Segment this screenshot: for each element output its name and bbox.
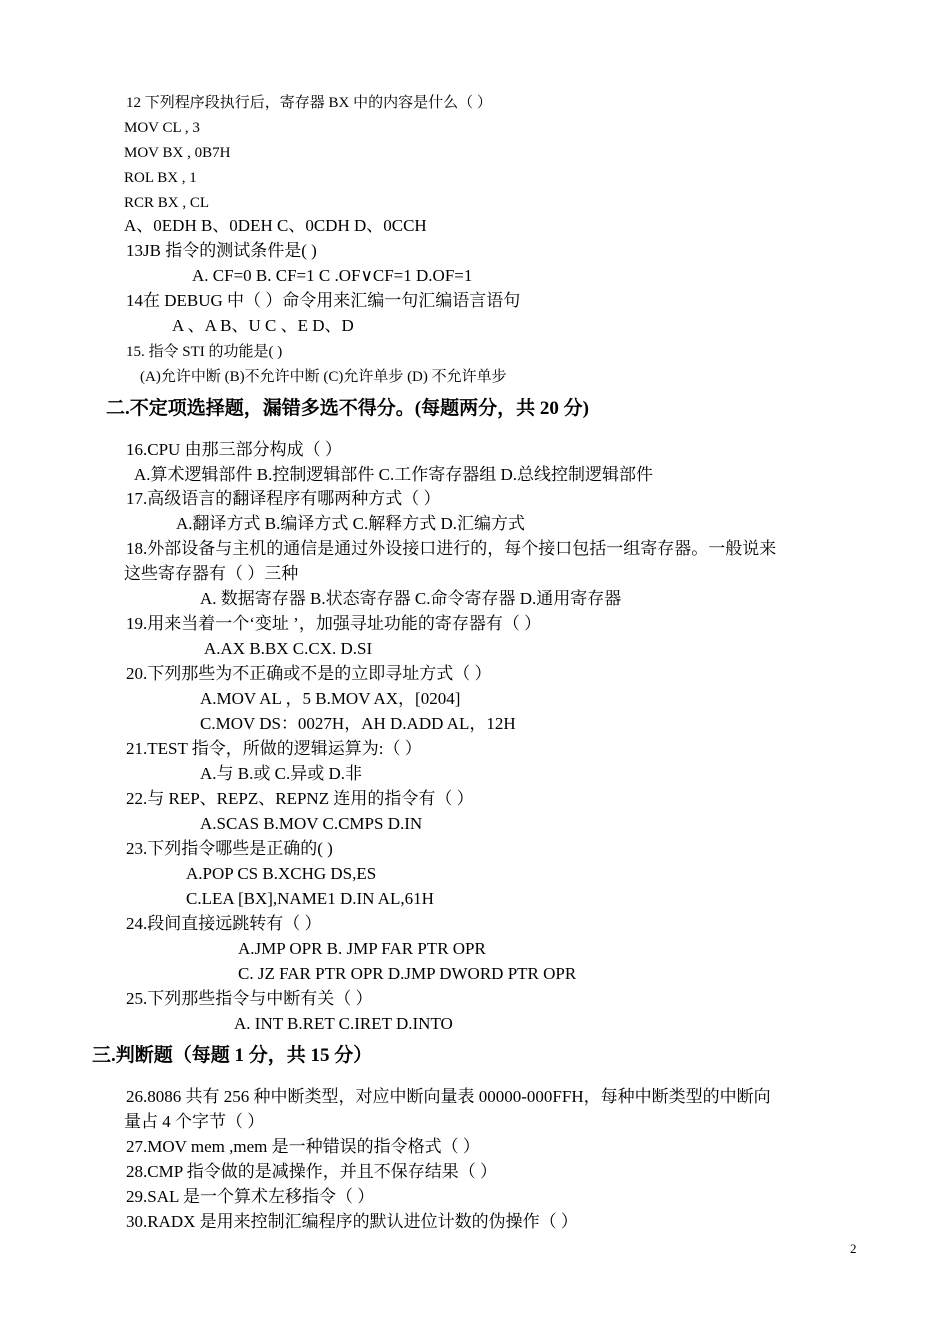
options-21: A.与 B.或 C.异或 D.非 (200, 764, 362, 783)
question-19: 19.用来当着一个‘变址 ’，加强寻址功能的寄存器有（ ） (126, 614, 542, 633)
question-16: 16.CPU 由那三部分构成（ ） (126, 440, 342, 459)
options-13: A. CF=0 B. CF=1 C .OF∨CF=1 D.OF=1 (192, 266, 473, 285)
question-26: 26.8086 共有 256 种中断类型，对应中断向量表 00000-000FFH，每种中断类型的中断向 (126, 1087, 771, 1106)
code-line: ROL BX , 1 (124, 170, 197, 186)
options-17: A.翻译方式 B.编译方式 C.解释方式 D.汇编方式 (176, 514, 525, 533)
question-29: 29.SAL 是一个算术左移指令（ ） (126, 1187, 375, 1206)
options-15: (A)允许中断 (B)不允许中断 (C)允许单步 (D) 不允许单步 (140, 369, 507, 385)
options-22: A.SCAS B.MOV C.CMPS D.IN (200, 814, 423, 833)
question-27: 27.MOV mem ,mem 是一种错误的指令格式（ ） (126, 1137, 480, 1156)
section-heading-2: 二.不定项选择题，漏错多选不得分。(每题两分，共 20 分) (106, 398, 589, 419)
options-18: A. 数据寄存器 B.状态寄存器 C.命令寄存器 D.通用寄存器 (200, 589, 622, 608)
question-13: 13JB 指令的测试条件是( ) (126, 241, 317, 260)
options-19: A.AX B.BX C.CX. D.SI (204, 639, 373, 658)
question-30: 30.RADX 是用来控制汇编程序的默认进位计数的伪操作（ ） (126, 1212, 578, 1231)
options-23-ab: A.POP CS B.XCHG DS,ES (186, 864, 377, 883)
options-16: A.算术逻辑部件 B.控制逻辑部件 C.工作寄存器组 D.总线控制逻辑部件 (134, 465, 653, 484)
question-26-cont: 量占 4 个字节（ ） (124, 1112, 265, 1131)
options-14: A 、A B、U C 、E D、D (172, 316, 354, 335)
question-12: 12 下列程序段执行后，寄存器 BX 中的内容是什么（ ） (126, 95, 492, 111)
options-24-ab: A.JMP OPR B. JMP FAR PTR OPR (238, 939, 486, 958)
code-line: MOV BX , 0B7H (124, 145, 231, 161)
options-24-cd: C. JZ FAR PTR OPR D.JMP DWORD PTR OPR (238, 964, 577, 983)
question-24: 24.段间直接远跳转有（ ） (126, 914, 322, 933)
question-28: 28.CMP 指令做的是减操作，并且不保存结果（ ） (126, 1162, 498, 1181)
question-15: 15. 指令 STI 的功能是( ) (126, 344, 283, 360)
code-line: RCR BX , CL (124, 195, 210, 211)
question-17: 17.高级语言的翻译程序有哪两种方式（ ） (126, 489, 441, 508)
code-line: MOV CL , 3 (124, 120, 200, 136)
question-18-cont: 这些寄存器有（ ）三种 (124, 564, 299, 583)
question-20: 20.下列那些为不正确或不是的立即寻址方式（ ） (126, 664, 492, 683)
options-20-cd: C.MOV DS：0027H，AH D.ADD AL，12H (200, 714, 516, 733)
options-25: A. INT B.RET C.IRET D.INTO (234, 1014, 453, 1033)
options-23-cd: C.LEA [BX],NAME1 D.IN AL,61H (186, 889, 434, 908)
options-12: A、0EDH B、0DEH C、0CDH D、0CCH (124, 216, 427, 235)
question-21: 21.TEST 指令，所做的逻辑运算为:（ ） (126, 739, 422, 758)
page-number: 2 (850, 1241, 857, 1256)
question-18: 18.外部设备与主机的通信是通过外设接口进行的，每个接口包括一组寄存器。一般说来 (126, 539, 777, 558)
section-heading-3: 三.判断题（每题 1 分，共 15 分） (92, 1045, 373, 1066)
question-25: 25.下列那些指令与中断有关（ ） (126, 989, 373, 1008)
options-20-ab: A.MOV AL ，5 B.MOV AX，[0204] (200, 689, 461, 708)
question-22: 22.与 REP、REPZ、REPNZ 连用的指令有（ ） (126, 789, 474, 808)
question-23: 23.下列指令哪些是正确的( ) (126, 839, 333, 858)
question-14: 14在 DEBUG 中（ ）命令用来汇编一句汇编语言语句 (126, 291, 521, 310)
